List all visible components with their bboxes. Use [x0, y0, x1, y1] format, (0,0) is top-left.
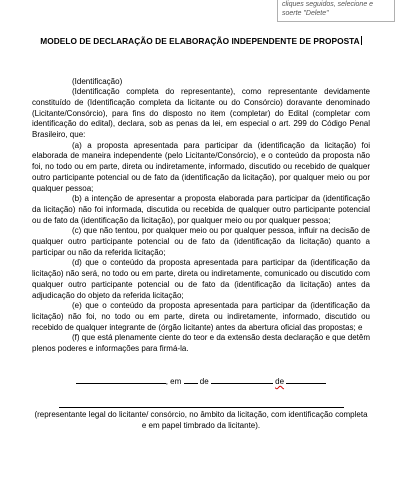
- note-line-2: [282, 10, 394, 19]
- paragraph-f: (f) que está plenamente ciente do teor e da extensão desta declaração e que detêm plenos poderes e informações para firmá-la.: [32, 333, 370, 354]
- de-text-2: de: [275, 376, 285, 386]
- document-page[interactable]: [32, 36, 370, 432]
- de-text-1: de: [199, 376, 209, 386]
- representative-caption: (representante legal do licitante/ consórcio, no âmbito da licitação, com identificação completa e em papel timbrado da licitante).: [34, 410, 368, 431]
- note-line-2-quote: "Delete": [303, 9, 329, 17]
- paragraph-c: (c) que não tentou, por qualquer meio ou por qualquer pessoa, influir na decisão de qualquer outro participante potencial ou de fato da (identificação da licitação) quanto a participar ou não da referida licitação;: [32, 226, 370, 257]
- document-title-text: MODELO DE DECLARAÇÃO DE ELABORAÇÃO INDEPENDENTE DE PROPOSTA: [40, 36, 360, 46]
- paragraph-b: (b) a intenção de apresentar a proposta elaborada para participar da (identificação da licitação) não foi informada, discutida ou recebida de qualquer outro participante potencial ou de fato da (identificação da licitação), por qualquer meio ou por qualquer pessoa;: [32, 194, 370, 225]
- year-blank: [286, 375, 326, 384]
- em-text: , em: [165, 376, 182, 386]
- text-cursor: [361, 36, 362, 45]
- paragraph-intro: (Identificação completa do representante), como representante devidamente constituído de (Identificação completa da licitante ou do Consórcio) doravante denominado (Licitante/Consórcio), para fins do disposto no item (completar) do Edital (completar com identificação do edital), declara, sob as penas da lei, em especial o art. 299 do Código Penal Brasileiro, que:: [32, 87, 370, 140]
- paragraph-d: (d) que o conteúdo da proposta apresentada para participar da (identificação da licitação) não será, no todo ou em parte, direta ou indiretamente, comunicado ou discutido com qualquer outro participante potencial ou de fato da (identificação da licitação) antes da adjudicação do objeto da referida licitação;: [32, 258, 370, 300]
- paragraph-e: (e) que o conteúdo da proposta apresentada para participar da (identificação da licitação) não foi, no todo ou em parte, direta ou indiretamente, informado, discutido ou recebido de qualquer integrante de (órgão licitante) antes da abertura oficial das propostas; e: [32, 301, 370, 332]
- place-blank: [76, 375, 166, 384]
- paragraph-a: (a) a proposta apresentada para participar da (identificação da licitação) foi elaborada de maneira independente (pelo Licitante/Consórcio), e o conteúdo da proposta não foi, no todo ou em parte, direta ou indiretamente, informado, discutido ou recebido de qualquer outro participante potencial ou de fato da (identificação da licitação), por qualquer meio ou por qualquer pessoa;: [32, 140, 370, 193]
- note-line-2-prefix: soerte: [282, 9, 304, 17]
- signature-line: [59, 407, 344, 408]
- identification-label: (Identificação): [72, 76, 123, 86]
- signature-date-line: [32, 375, 370, 388]
- instruction-note: [277, 0, 395, 22]
- document-title: [32, 36, 370, 47]
- note-line-1: cliques seguidos, selecione e: [282, 1, 374, 8]
- day-blank: [184, 375, 198, 384]
- month-blank: [211, 375, 273, 384]
